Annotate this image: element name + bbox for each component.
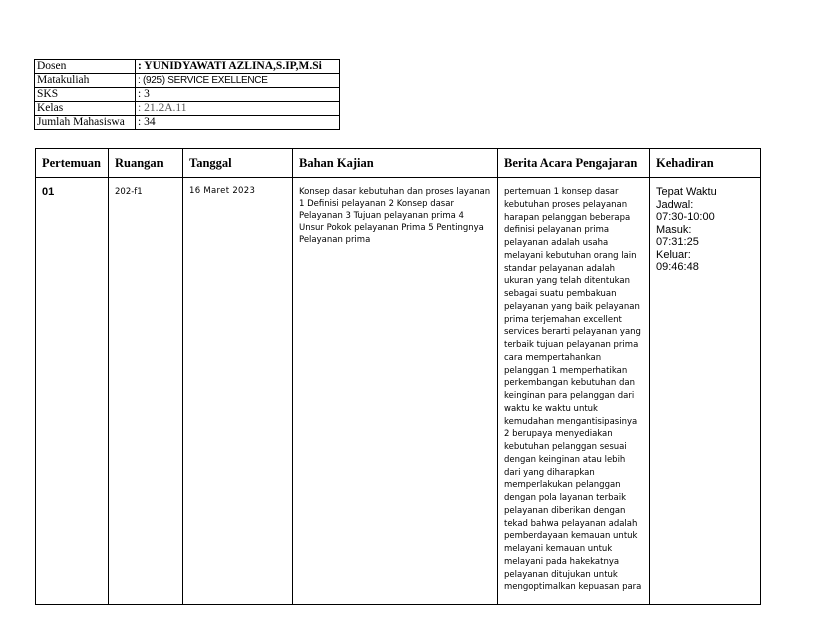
masuk-label: Masuk:	[656, 223, 692, 236]
jumlah-value: : 34	[136, 116, 340, 130]
header-pertemuan: Pertemuan	[36, 149, 109, 178]
cell-ruangan: 202-f1	[109, 178, 183, 605]
keluar-value: 09:46:48	[656, 261, 699, 273]
cell-tanggal: 16 Maret 2023	[183, 178, 293, 605]
matakuliah-label: Matakuliah	[35, 74, 136, 88]
attendance-table	[35, 148, 761, 605]
info-row-jumlah	[35, 116, 340, 130]
cell-berita-acara	[498, 178, 650, 605]
cell-pertemuan: 01	[36, 178, 109, 605]
header-berita-acara: Berita Acara Pengajaran	[498, 149, 650, 178]
matakuliah-value: : (925) SERVICE EXELLENCE	[136, 74, 340, 88]
cell-kehadiran	[650, 178, 761, 605]
info-row-kelas	[35, 102, 340, 116]
course-info-table	[34, 59, 340, 130]
table-row	[36, 178, 761, 605]
info-row-sks	[35, 88, 340, 102]
cell-bahan-kajian: Konsep dasar kebutuhan dan proses layanan 1 Definisi pelayanan 2 Konsep dasar Pelayanan 3 Tujuan pelayanan prima 4 Unsur Pokok pelayanan Prima 5 Pentingnya Pelayanan prima	[293, 178, 498, 605]
header-ruangan: Ruangan	[109, 149, 183, 178]
jadwal-value: 07:30-10:00	[656, 211, 715, 223]
header-bahan-kajian: Bahan Kajian	[293, 149, 498, 178]
kelas-value: : 21.2A.11	[136, 102, 340, 116]
jadwal-label: Jadwal:	[656, 198, 694, 211]
kelas-label: Kelas	[35, 102, 136, 116]
dosen-label: Dosen	[35, 60, 136, 74]
table-header-row	[36, 149, 761, 178]
sks-label: SKS	[35, 88, 136, 102]
dosen-value: : YUNIDYAWATI AZLINA,S.IP,M.Si	[136, 60, 340, 74]
info-row-matakuliah	[35, 74, 340, 88]
sks-value: : 3	[136, 88, 340, 102]
info-row-dosen	[35, 60, 340, 74]
keluar-label: Keluar:	[656, 248, 691, 261]
header-kehadiran: Kehadiran	[650, 149, 761, 178]
kehadiran-status: Tepat Waktu	[656, 186, 717, 198]
header-tanggal: Tanggal	[183, 149, 293, 178]
masuk-value: 07:31:25	[656, 236, 699, 248]
berita-acara-text: pertemuan 1 konsep dasar kebutuhan proses pelayanan harapan pelanggan beberapa definisi pelayanan prima pelayanan adalah usaha melayani kebutuhan orang lain standar pelayanan adalah ukuran yang telah ditentukan sebagai suatu pembakuan pelayanan yang baik pelayanan prima terjemahan excellent services berarti pelayanan yang terbaik tujuan pelayanan prima cara mempertahankan pelanggan 1 memperhatikan perkembangan kebutuhan dan keinginan para pelanggan dari waktu ke waktu untuk kemudahan mengantisipasinya 2 berupaya menyediakan kebutuhan pelanggan sesuai dengan keinginan atau lebih dari yang diharapkan memperlakukan pelanggan dengan pola layanan terbaik pelayanan diberikan dengan tekad bahwa pelayanan adalah pemberdayaan kemauan untuk melayani kemauan untuk melayani pada hakekatnya pelayanan ditujukan untuk mengoptimalkan kepuasan para	[504, 187, 642, 593]
jumlah-label: Jumlah Mahasiswa	[35, 116, 136, 130]
